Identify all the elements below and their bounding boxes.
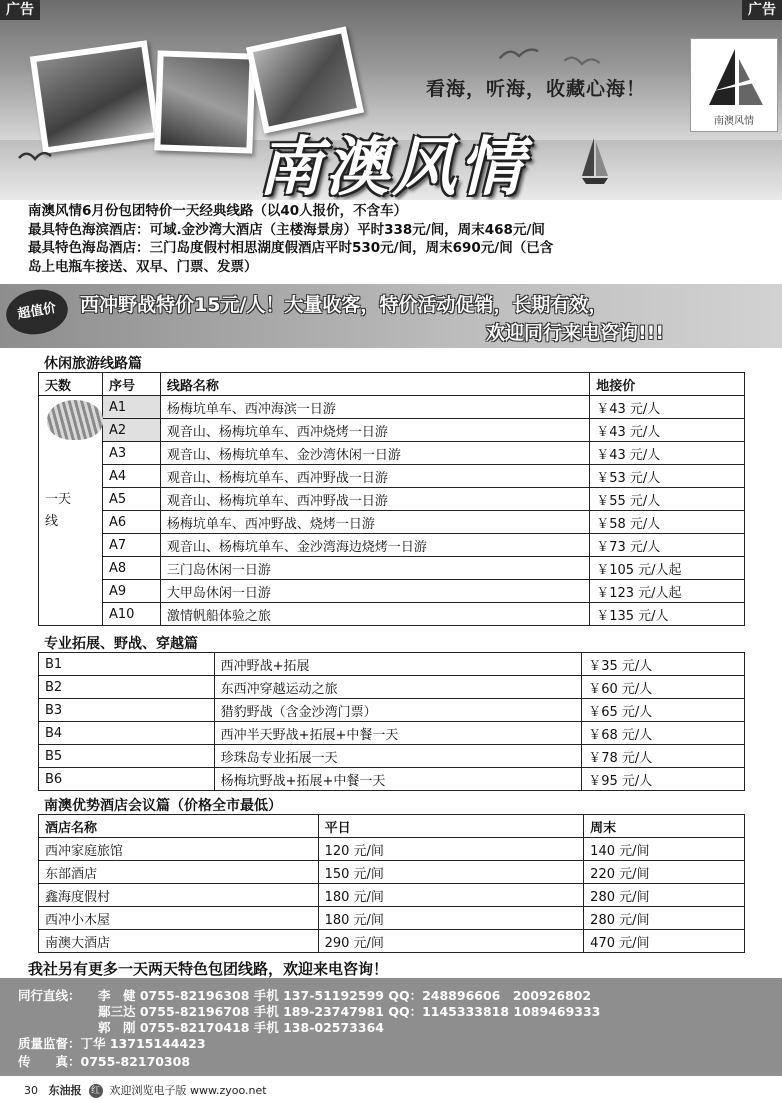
hotel-weekday: 150 元/间	[318, 861, 584, 884]
table-row	[39, 676, 745, 699]
ad-label-right: 广告	[742, 0, 782, 20]
table-row	[39, 534, 745, 557]
route-name: 观音山、杨梅坑单车、金沙湾海边烧烤一日游	[160, 534, 589, 557]
hotel-table	[38, 814, 745, 953]
sail-logo-icon	[705, 47, 765, 109]
hotel-name: 东部酒店	[39, 861, 319, 884]
route-code: A7	[102, 534, 160, 557]
promo-line-2: 欢迎同行来电咨询!!!	[486, 322, 664, 344]
header-route: 线路名称	[160, 373, 589, 396]
table-row	[39, 511, 745, 534]
table-row	[39, 722, 745, 745]
fax-line: 传 真：0755-82170308	[18, 1054, 191, 1069]
info-line: 最具特色海滨酒店：可域.金沙湾大酒店（主楼海景房）平时338元/间，周末468元/间	[28, 221, 545, 238]
table-row	[39, 419, 745, 442]
header-banner	[0, 0, 782, 200]
hotel-weekend: 140 元/间	[584, 838, 745, 861]
expansion-code: B1	[39, 653, 215, 676]
table-row	[39, 699, 745, 722]
header-weekday: 平日	[318, 815, 584, 838]
hotel-name: 南澳大酒店	[39, 930, 319, 953]
table-row	[39, 557, 745, 580]
table-row	[39, 580, 745, 603]
expansion-code: B3	[39, 699, 215, 722]
route-price: ￥43 元/人	[590, 442, 745, 465]
page-number: 30	[24, 1084, 38, 1097]
info-line: 南澳风情6月份包团特价一天经典线路（以40人报价，不含车）	[28, 203, 408, 219]
expansion-name: 杨梅坑野战+拓展+中餐一天	[214, 768, 582, 791]
header-hotel: 酒店名称	[39, 815, 319, 838]
info-line: 最具特色海岛酒店：三门岛度假村相思湖度假酒店平时530元/间，周末690元/间（已含	[28, 240, 554, 256]
hotel-section-title: 南澳优势酒店会议篇（价格全市最低）	[44, 798, 282, 814]
route-name: 观音山、杨梅坑单车、西冲野战一日游	[160, 488, 589, 511]
route-price: ￥53 元/人	[590, 465, 745, 488]
route-code: A1	[102, 396, 160, 419]
footer-url: 欢迎浏览电子版 www.zyoo.net	[109, 1084, 267, 1097]
hotel-name: 鑫海度假村	[39, 884, 319, 907]
banner-slogan: 看海，听海，收藏心海！	[426, 78, 647, 100]
route-name: 观音山、杨梅坑单车、西冲烧烤一日游	[160, 419, 589, 442]
brand-logo	[690, 38, 778, 132]
route-name: 大甲岛休闲一日游	[160, 580, 589, 603]
route-price: ￥105 元/人起	[590, 557, 745, 580]
route-code: A9	[102, 580, 160, 603]
route-code: A8	[102, 557, 160, 580]
table-row	[39, 396, 745, 419]
photo-zipline	[30, 40, 160, 153]
table-row	[39, 907, 745, 930]
route-name: 杨梅坑单车、西冲野战、烧烤一日游	[160, 511, 589, 534]
publisher-name: 东油报	[48, 1084, 82, 1097]
hotel-weekday: 180 元/间	[318, 884, 584, 907]
route-name: 激情帆船体验之旅	[160, 603, 589, 626]
table-row	[39, 838, 745, 861]
table-row	[39, 603, 745, 626]
expansion-price: ￥35 元/人	[582, 653, 745, 676]
contact-line: 鄢三达 0755-82196708 手机 189-23747981 QQ：1145333818 1089469333	[98, 1004, 601, 1019]
table-row	[39, 768, 745, 791]
table-row	[39, 653, 745, 676]
banner-title: 南澳风情	[258, 131, 526, 200]
expansion-price: ￥78 元/人	[582, 745, 745, 768]
expansion-code: B6	[39, 768, 215, 791]
route-price: ￥135 元/人	[590, 603, 745, 626]
table-header-row	[39, 815, 745, 838]
route-price: ￥73 元/人	[590, 534, 745, 557]
shell-icon	[47, 400, 103, 440]
table-row	[39, 488, 745, 511]
header-days: 天数	[39, 373, 103, 396]
table-row	[39, 884, 745, 907]
table-row	[39, 745, 745, 768]
table-row	[39, 465, 745, 488]
table-row	[39, 442, 745, 465]
expansion-price: ￥65 元/人	[582, 699, 745, 722]
hotel-weekend: 280 元/间	[584, 884, 745, 907]
route-code: A2	[102, 419, 160, 442]
expansion-price: ￥95 元/人	[582, 768, 745, 791]
page-footer	[24, 1082, 267, 1098]
route-price: ￥55 元/人	[590, 488, 745, 511]
hotel-weekday: 180 元/间	[318, 907, 584, 930]
route-price: ￥43 元/人	[590, 419, 745, 442]
hotel-weekday: 120 元/间	[318, 838, 584, 861]
day-label-cell	[39, 396, 103, 626]
ad-label-left: 广告	[0, 0, 40, 20]
expansion-price: ￥60 元/人	[582, 676, 745, 699]
contact-line: 郭 刚 0755-82170418 手机 138-02573364	[98, 1020, 384, 1035]
closing-note: 我社另有更多一天两天特色包团线路，欢迎来电咨询！	[28, 960, 389, 978]
sailboat-icon	[580, 136, 610, 188]
route-code: A5	[102, 488, 160, 511]
hotel-weekday: 290 元/间	[318, 930, 584, 953]
table-row	[39, 861, 745, 884]
contact-line: 李 健 0755-82196308 手机 137-51192599 QQ：248896606 200926802	[98, 988, 592, 1003]
seagull-icon	[18, 148, 52, 168]
route-name: 三门岛休闲一日游	[160, 557, 589, 580]
route-name: 观音山、杨梅坑单车、金沙湾休闲一日游	[160, 442, 589, 465]
hotel-name: 西冲小木屋	[39, 907, 319, 930]
hotel-name: 西冲家庭旅馆	[39, 838, 319, 861]
logo-text: 南澳风情	[714, 116, 754, 127]
contact-block	[0, 978, 782, 1076]
expansion-name: 西冲野战+拓展	[214, 653, 582, 676]
promo-strip	[0, 284, 782, 348]
info-line: 岛上电瓶车接送、双早、门票、发票）	[28, 258, 258, 275]
expansion-price: ￥68 元/人	[582, 722, 745, 745]
expansion-section-title: 专业拓展、野战、穿越篇	[44, 636, 198, 652]
route-code: A3	[102, 442, 160, 465]
expansion-code: B2	[39, 676, 215, 699]
leisure-table	[38, 372, 745, 626]
promo-line-1: 西冲野战特价15元/人！大量收客，特价活动促销，长期有效，	[80, 294, 608, 316]
seagull-icon	[562, 52, 602, 74]
route-code: A6	[102, 511, 160, 534]
table-header-row	[39, 373, 745, 396]
supervision-line: 质量监督：丁华 13715144423	[18, 1036, 206, 1051]
expansion-table	[38, 652, 745, 791]
route-code: A10	[102, 603, 160, 626]
hotel-weekend: 280 元/间	[584, 907, 745, 930]
route-price: ￥123 元/人起	[590, 580, 745, 603]
hotel-weekend: 470 元/间	[584, 930, 745, 953]
leisure-section-title: 休闲旅游线路篇	[44, 356, 142, 372]
route-name: 杨梅坑单车、西冲海滨一日游	[160, 396, 589, 419]
route-price: ￥58 元/人	[590, 511, 745, 534]
expansion-name: 东西冲穿越运动之旅	[214, 676, 582, 699]
info-block	[28, 202, 768, 276]
hotline-label: 同行直线：	[18, 988, 81, 1003]
header-price: 地接价	[590, 373, 745, 396]
seagull-icon	[496, 44, 542, 68]
route-code: A4	[102, 465, 160, 488]
publisher-badge: 红	[89, 1084, 103, 1098]
expansion-code: B5	[39, 745, 215, 768]
promo-badge: 超值价	[3, 285, 72, 339]
table-row	[39, 930, 745, 953]
header-weekend: 周末	[584, 815, 745, 838]
route-price: ￥43 元/人	[590, 396, 745, 419]
photo-forest	[154, 50, 255, 153]
expansion-code: B4	[39, 722, 215, 745]
day-label: 一天线	[45, 491, 72, 529]
expansion-name: 珍珠岛专业拓展一天	[214, 745, 582, 768]
expansion-name: 猎豹野战（含金沙湾门票）	[214, 699, 582, 722]
hotel-weekend: 220 元/间	[584, 861, 745, 884]
route-name: 观音山、杨梅坑单车、西冲野战一日游	[160, 465, 589, 488]
header-code: 序号	[102, 373, 160, 396]
expansion-name: 西冲半天野战+拓展+中餐一天	[214, 722, 582, 745]
